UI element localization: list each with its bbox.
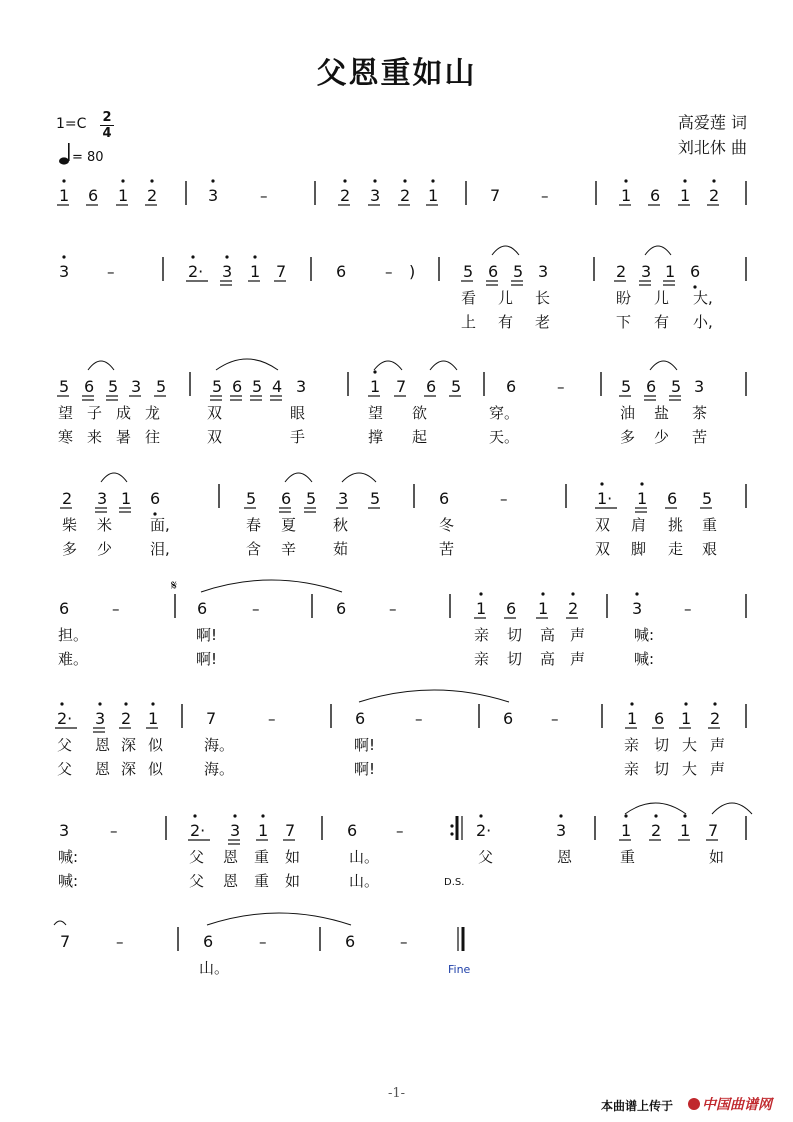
page-number: -1- <box>387 1086 406 1101</box>
lyric-char: 海。 <box>204 760 235 778</box>
lyric-char: 高 <box>540 650 556 668</box>
high-octave-dot <box>479 592 482 595</box>
logo-icon <box>688 1098 700 1110</box>
slur-arc <box>645 246 671 255</box>
lyric-char: 恩 <box>223 872 239 890</box>
lyric-char: 多 <box>620 428 636 446</box>
lyric-char: 亲 <box>474 626 490 644</box>
jianpu-note: 3 <box>694 377 705 396</box>
jianpu-note: 3 <box>641 262 652 281</box>
jianpu-note: 5 <box>246 489 257 508</box>
high-octave-dot <box>624 179 627 182</box>
lyric-char: 如 <box>709 848 725 866</box>
jianpu-note: 2 <box>147 186 158 205</box>
lyric-char: 父 <box>57 736 73 754</box>
lyric-char: 山。 <box>349 848 380 866</box>
lyric-char: 儿 <box>654 289 670 307</box>
jianpu-note: 6 <box>347 821 358 840</box>
high-octave-dot <box>225 255 228 258</box>
jianpu-note: 3 <box>538 262 549 281</box>
jianpu-note: 1 <box>538 599 549 618</box>
jianpu-note: 1 <box>121 489 132 508</box>
lyric-char: 似 <box>148 760 164 778</box>
jianpu-note: 5 <box>306 489 317 508</box>
jianpu-note: 1 <box>627 709 638 728</box>
high-octave-dot <box>684 702 687 705</box>
jianpu-note: 5 <box>108 377 119 396</box>
site-logo[interactable] <box>688 1094 772 1114</box>
lyric-char: 重 <box>620 848 636 866</box>
dash-mark: – <box>400 933 408 951</box>
lyric-char: 如 <box>285 848 301 866</box>
high-octave-dot <box>630 702 633 705</box>
dash-mark: – <box>385 263 393 281</box>
lyric-char: 茹 <box>333 540 349 558</box>
jianpu-note: 7 <box>276 262 287 281</box>
lyric-char: 难。 <box>58 650 89 668</box>
lyric-char: 啊! <box>354 760 376 778</box>
jianpu-note: 3 <box>208 186 219 205</box>
dash-mark: – <box>112 600 120 618</box>
lyric-char: 亲 <box>624 760 640 778</box>
lyric-char: 苦 <box>692 428 708 446</box>
jianpu-note: 1 <box>665 262 676 281</box>
jianpu-note: 6 <box>646 377 657 396</box>
jianpu-note: 5 <box>621 377 632 396</box>
high-octave-dot <box>654 814 657 817</box>
time-top: 2 <box>102 110 112 125</box>
high-octave-dot <box>713 702 716 705</box>
high-octave-dot <box>541 592 544 595</box>
lyric-char: 小, <box>693 313 713 331</box>
jianpu-note: 2 <box>651 821 662 840</box>
high-octave-dot <box>571 592 574 595</box>
lyric-char: 挑 <box>668 516 684 534</box>
lyric-char: 父 <box>478 848 494 866</box>
upload-note: 本曲谱上传于 <box>601 1099 674 1113</box>
dash-mark: – <box>259 933 267 951</box>
jianpu-note: 3 <box>97 489 108 508</box>
jianpu-note: 2 <box>568 599 579 618</box>
dash-mark: – <box>110 822 118 840</box>
jianpu-note: 3 <box>95 709 106 728</box>
slur-arc <box>492 246 519 255</box>
jianpu-note: ) <box>409 262 416 281</box>
high-octave-dot <box>431 179 434 182</box>
lyric-char: 穿。 <box>489 404 520 422</box>
jianpu-note: 2· <box>188 262 204 281</box>
lyric-char: 长 <box>535 289 551 307</box>
jianpu-note: 2 <box>709 186 720 205</box>
high-octave-dot <box>60 702 63 705</box>
lyric-char: 山。 <box>199 959 230 977</box>
lyric-char: 望 <box>58 404 74 422</box>
high-octave-dot <box>712 179 715 182</box>
slur-arc <box>285 473 312 482</box>
lyric-char: 切 <box>654 760 670 778</box>
jianpu-note: 1 <box>370 377 381 396</box>
jianpu-note: 7 <box>490 186 501 205</box>
lyric-char: 双 <box>207 404 223 422</box>
dash-mark: – <box>252 600 260 618</box>
lyric-char: 面, <box>150 516 170 534</box>
jianpu-note: 1· <box>597 489 613 508</box>
high-octave-dot <box>193 814 196 817</box>
jianpu-note: 6 <box>88 186 99 205</box>
lyric-char: 寒 <box>58 428 74 446</box>
lyric-char: 重 <box>702 516 718 534</box>
slur-arc <box>650 361 677 370</box>
jianpu-note: 6 <box>426 377 437 396</box>
lyric-char: 脚 <box>631 540 647 558</box>
high-octave-dot <box>233 814 236 817</box>
jianpu-note: 5 <box>212 377 223 396</box>
jianpu-note: 6 <box>59 599 70 618</box>
lyric-char: 父 <box>189 848 205 866</box>
lyric-char: 声 <box>710 760 726 778</box>
repeat-dot <box>450 832 453 835</box>
lyric-char: 有 <box>654 313 670 331</box>
lyric-char: 茶 <box>692 404 708 422</box>
jianpu-note: 6 <box>197 599 208 618</box>
jianpu-note: 3 <box>370 186 381 205</box>
jianpu-note: 6 <box>439 489 450 508</box>
high-octave-dot <box>151 702 154 705</box>
lyric-char: 眼 <box>290 404 306 422</box>
lyric-char: 深 <box>121 736 137 754</box>
high-octave-dot <box>624 814 627 817</box>
dash-mark: – <box>260 187 268 205</box>
jianpu-note: 7 <box>60 932 71 951</box>
lyric-char: 恩 <box>223 848 239 866</box>
high-octave-dot <box>559 814 562 817</box>
jianpu-note: 2· <box>476 821 492 840</box>
high-octave-dot <box>640 482 643 485</box>
lyric-char: 子 <box>87 404 103 422</box>
dash-mark: – <box>541 187 549 205</box>
lyric-char: 双 <box>595 540 611 558</box>
jianpu-note: 1 <box>637 489 648 508</box>
jianpu-note: 1 <box>621 821 632 840</box>
jianpu-note: 5 <box>513 262 524 281</box>
jianpu-note: 6 <box>203 932 214 951</box>
lyric-char: 成 <box>116 404 132 422</box>
dash-mark: – <box>500 490 508 508</box>
lyric-char: 起 <box>412 428 428 446</box>
dash-mark: – <box>107 263 115 281</box>
jianpu-note: 1 <box>681 709 692 728</box>
jianpu-note: 6 <box>654 709 665 728</box>
jianpu-note: 6 <box>150 489 161 508</box>
jianpu-note: 3 <box>59 821 70 840</box>
dash-mark: – <box>268 710 276 728</box>
high-octave-dot <box>191 255 194 258</box>
high-octave-dot <box>261 814 264 817</box>
lyric-char: 啊! <box>196 650 218 668</box>
high-octave-dot <box>343 179 346 182</box>
lyric-char: 喊: <box>634 650 655 668</box>
slur-arc <box>216 359 278 370</box>
lyric-char: 来 <box>87 428 103 446</box>
jianpu-note: 2 <box>710 709 721 728</box>
jianpu-note: 6 <box>355 709 366 728</box>
lyric-char: 天。 <box>489 428 520 446</box>
lyric-char: 山。 <box>349 872 380 890</box>
jianpu-note: 2 <box>340 186 351 205</box>
jianpu-note: 1 <box>680 821 691 840</box>
jianpu-note: 6 <box>650 186 661 205</box>
lyric-char: 深 <box>121 760 137 778</box>
lyric-char: 秋 <box>333 516 349 534</box>
jianpu-note: 1 <box>258 821 269 840</box>
high-octave-dot <box>124 702 127 705</box>
jianpu-note: 3 <box>131 377 142 396</box>
high-octave-dot <box>150 179 153 182</box>
high-octave-dot <box>98 702 101 705</box>
lyric-char: 啊! <box>196 626 218 644</box>
jianpu-note: 6 <box>488 262 499 281</box>
dash-mark: – <box>551 710 559 728</box>
jianpu-note: 6 <box>232 377 243 396</box>
lyric-char: 艰 <box>702 540 718 558</box>
lyric-char: 多 <box>62 540 78 558</box>
jianpu-note: 1 <box>621 186 632 205</box>
jianpu-note: 3 <box>222 262 233 281</box>
lyric-char: 走 <box>668 540 684 558</box>
slur-arc <box>54 921 66 925</box>
dash-mark: – <box>684 600 692 618</box>
lyric-char: 声 <box>710 736 726 754</box>
lyric-char: 担。 <box>58 626 89 644</box>
lyric-char: 切 <box>654 736 670 754</box>
lyric-char: 恩 <box>95 760 111 778</box>
jianpu-note: 6 <box>506 377 517 396</box>
high-octave-dot <box>479 814 482 817</box>
high-octave-dot <box>373 179 376 182</box>
jianpu-note: 2 <box>400 186 411 205</box>
slur-arc <box>101 473 127 482</box>
high-octave-dot <box>635 592 638 595</box>
jianpu-note: 3 <box>632 599 643 618</box>
repeat-dot <box>450 824 453 827</box>
lyric-char: 高 <box>540 626 556 644</box>
lyric-char: 盐 <box>654 404 670 422</box>
lyric-char: 恩 <box>95 736 111 754</box>
jianpu-note: 6 <box>503 709 514 728</box>
slur-arc <box>712 803 752 814</box>
dash-mark: – <box>116 933 124 951</box>
lyric-char: 少 <box>654 428 670 446</box>
lyric-char: 恩 <box>557 848 573 866</box>
lyric-char: 儿 <box>498 289 514 307</box>
jianpu-note: 6 <box>336 599 347 618</box>
high-octave-dot <box>683 814 686 817</box>
jianpu-note: 5 <box>370 489 381 508</box>
lyric-char: 喊: <box>58 848 79 866</box>
lyric-char: 如 <box>285 872 301 890</box>
jianpu-note: 6 <box>336 262 347 281</box>
dash-mark: – <box>396 822 404 840</box>
high-octave-dot <box>373 370 376 373</box>
jianpu-note: 5 <box>59 377 70 396</box>
lyric-char: 切 <box>507 626 523 644</box>
high-octave-dot <box>683 179 686 182</box>
jianpu-note: 6 <box>690 262 701 281</box>
jianpu-note: 5 <box>702 489 713 508</box>
lyric-char: 撑 <box>368 428 384 446</box>
high-octave-dot <box>600 482 603 485</box>
jianpu-note: 3 <box>296 377 307 396</box>
lyric-char: 切 <box>507 650 523 668</box>
lyric-char: 老 <box>535 313 551 331</box>
lyric-char: 亲 <box>624 736 640 754</box>
slur-arc <box>207 913 351 925</box>
jianpu-note: 5 <box>671 377 682 396</box>
lyric-char: 重 <box>254 848 270 866</box>
lyric-char: 泪, <box>150 540 170 558</box>
jianpu-note: 1 <box>250 262 261 281</box>
lyric-char: 含 <box>246 540 262 558</box>
jianpu-note: 1 <box>59 186 70 205</box>
site-name: 中国曲谱网 <box>702 1097 772 1113</box>
lyric-char: 往 <box>145 428 161 446</box>
lyric-char: 苦 <box>439 540 455 558</box>
lyric-char: 少 <box>97 540 113 558</box>
page-title: 父恩重如山 <box>316 56 477 91</box>
jianpu-note: 1 <box>476 599 487 618</box>
jianpu-note: 6 <box>667 489 678 508</box>
jianpu-note: 5 <box>156 377 167 396</box>
segno-sign: 𝄋 <box>171 578 178 594</box>
lyric-char: 望 <box>368 404 384 422</box>
jianpu-note: 1 <box>680 186 691 205</box>
lyric-char: 手 <box>290 428 306 446</box>
time-bottom: 4 <box>102 126 112 141</box>
lyric-char: 肩 <box>631 516 647 534</box>
lyric-char: 重 <box>254 872 270 890</box>
slur-arc <box>374 361 402 370</box>
jianpu-note: 3 <box>230 821 241 840</box>
jianpu-note: 2 <box>616 262 627 281</box>
lyric-char: 父 <box>189 872 205 890</box>
jianpu-note: 3 <box>556 821 567 840</box>
dash-mark: – <box>557 378 565 396</box>
jianpu-note: 7 <box>396 377 407 396</box>
lyric-char: 大, <box>693 289 713 307</box>
lyric-char: 冬 <box>439 516 455 534</box>
high-octave-dot <box>403 179 406 182</box>
jianpu-note: 1 <box>118 186 129 205</box>
lyric-char: 声 <box>570 626 586 644</box>
lyric-char: 夏 <box>281 516 297 534</box>
lyric-char: 声 <box>570 650 586 668</box>
jianpu-note: 5 <box>451 377 462 396</box>
composer-credit: 刘北休 曲 <box>677 138 747 157</box>
high-octave-dot <box>211 179 214 182</box>
lyric-char: 下 <box>616 313 632 331</box>
lyric-char: 盼 <box>616 289 632 307</box>
jianpu-note: 1 <box>428 186 439 205</box>
lyric-char: 似 <box>148 736 164 754</box>
dash-mark: – <box>415 710 423 728</box>
lyric-char: 双 <box>207 428 223 446</box>
lyric-char: 暑 <box>116 428 132 446</box>
jianpu-note: 2 <box>62 489 73 508</box>
jianpu-note: 1 <box>148 709 159 728</box>
lyric-char: 啊! <box>354 736 376 754</box>
slur-arc <box>88 361 114 370</box>
lyric-char: 龙 <box>145 404 161 422</box>
high-octave-dot <box>62 179 65 182</box>
lyric-char: 有 <box>498 313 514 331</box>
jianpu-note: 2· <box>190 821 206 840</box>
lyricist-credit: 高爱莲 词 <box>677 113 747 132</box>
jianpu-note: 3 <box>338 489 349 508</box>
lyric-char: 米 <box>97 516 113 534</box>
lyric-char: 双 <box>595 516 611 534</box>
slur-arc <box>342 473 376 482</box>
high-octave-dot <box>121 179 124 182</box>
key-text: 1=C <box>56 116 87 132</box>
jianpu-note: 6 <box>84 377 95 396</box>
lyric-char: 大 <box>682 736 698 754</box>
jianpu-note: 2 <box>121 709 132 728</box>
lyric-char: 看 <box>461 289 477 307</box>
lyric-char: 海。 <box>204 736 235 754</box>
lyric-char: 柴 <box>62 516 78 534</box>
tempo-marking: = 80 <box>72 150 104 165</box>
jianpu-note: 5 <box>252 377 263 396</box>
lyric-char: 辛 <box>281 540 297 558</box>
lyric-char: 上 <box>461 313 477 331</box>
high-octave-dot <box>62 255 65 258</box>
ds-mark: D.S. <box>444 877 465 888</box>
lyric-char: 欲 <box>412 404 428 422</box>
fine-mark: Fine <box>448 963 471 976</box>
jianpu-note: 7 <box>708 821 719 840</box>
slur-arc <box>201 580 342 592</box>
lyric-char: 春 <box>246 516 262 534</box>
jianpu-note: 7 <box>206 709 217 728</box>
jianpu-note: 5 <box>463 262 474 281</box>
jianpu-note: 7 <box>285 821 296 840</box>
slur-arc <box>625 803 686 814</box>
dash-mark: – <box>389 600 397 618</box>
jianpu-note: 6 <box>506 599 517 618</box>
lyric-char: 喊: <box>634 626 655 644</box>
jianpu-note: 6 <box>345 932 356 951</box>
lyric-char: 亲 <box>474 650 490 668</box>
slur-arc <box>430 361 457 370</box>
slur-arc <box>359 690 509 702</box>
lyric-char: 大 <box>682 760 698 778</box>
high-octave-dot <box>253 255 256 258</box>
jianpu-note: 4 <box>272 377 283 396</box>
lyric-char: 父 <box>57 760 73 778</box>
jianpu-note: 3 <box>59 262 70 281</box>
lyric-char: 油 <box>620 404 636 422</box>
jianpu-note: 6 <box>281 489 292 508</box>
lyric-char: 喊: <box>58 872 79 890</box>
jianpu-note: 2· <box>57 709 73 728</box>
